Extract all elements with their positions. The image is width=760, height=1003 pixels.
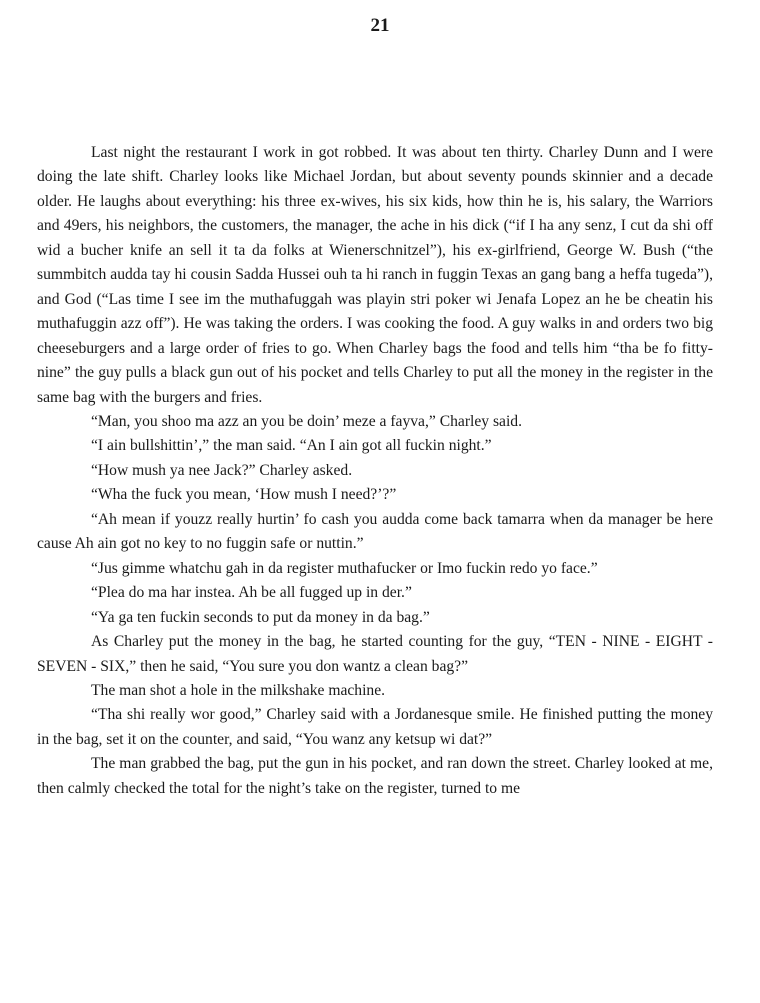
paragraph: The man grabbed the bag, put the gun in his pocket, and ran down the street. Charley looked at me, then calmly checked the total for the night’s take on the register, turned to me <box>37 755 713 797</box>
paragraph: “Tha shi really wor good,” Charley said with a Jordanesque smile. He finished putting the money in the bag, set it on the counter, and said, “You wanz any ketsup wi dat?” <box>37 706 713 748</box>
paragraph: “Plea do ma har instea. Ah be all fugged up in der.” <box>91 584 412 602</box>
page-number: 21 <box>370 15 390 36</box>
paragraph: Last night the restaurant I work in got robbed. It was about ten thirty. Charley Dunn and I were doing the late shift. Charley looks like Michael Jordan, but about seventy pounds skinnier and a decade older. He laughs about everything: his three ex-wives, his six kids, how thin he is, his salary, the Warriors and 49ers, his neighbors, the customers, the manager, the ache in his dick (“if I ha any senz, I cut da shi off wid a bucher knife an sell it ta da folks at Wienerschnitzel”), his ex-girlfriend, George W. Bush (“the summbitch audda tay hi cousin Sadda Hussei ouh ta hi ranch in fuggin Texas an gang bang a heffa tugeda”), and God (“Las time I see im the muthafuggah was playin stri poker wi Jenafa Lopez an he be cheatin his muthafuggin azz off”). He was taking the orders. I was cooking the food. A guy walks in and orders two big cheeseburgers and a large order of fries to go. When Charley bags the food and tells him “tha be fo fitty-nine” the guy pulls a black gun out of his pocket and tells Charley to put all the money in the register in the same bag with the burgers and fries. <box>37 144 713 406</box>
paragraph: As Charley put the money in the bag, he started counting for the guy, “TEN - NINE - EIGHT - SEVEN - SIX,” then he said, “You sure you don wantz a clean bag?” <box>37 633 713 675</box>
paragraph: “How mush ya nee Jack?” Charley asked. <box>91 461 353 479</box>
paragraph: The man shot a hole in the milkshake machine. <box>91 681 386 699</box>
body-text <box>37 141 713 801</box>
paragraph: “Ah mean if youzz really hurtin’ fo cash you audda come back tamarra when da manager be here cause Ah ain got no key to no fuggin safe or nuttin.” <box>37 510 713 553</box>
paragraph: “Wha the fuck you mean, ‘How mush I need?’?” <box>91 486 397 504</box>
paragraph: “Ya ga ten fuckin seconds to put da money in da bag.” <box>91 608 430 626</box>
paragraph: “Jus gimme whatchu gah in da register muthafucker or Imo fuckin redo yo face.” <box>91 559 598 577</box>
paragraph: “Man, you shoo ma azz an you be doin’ meze a fayva,” Charley said. <box>91 412 522 430</box>
paragraph: “I ain bullshittin’,” the man said. “An I ain got all fuckin night.” <box>91 437 492 455</box>
